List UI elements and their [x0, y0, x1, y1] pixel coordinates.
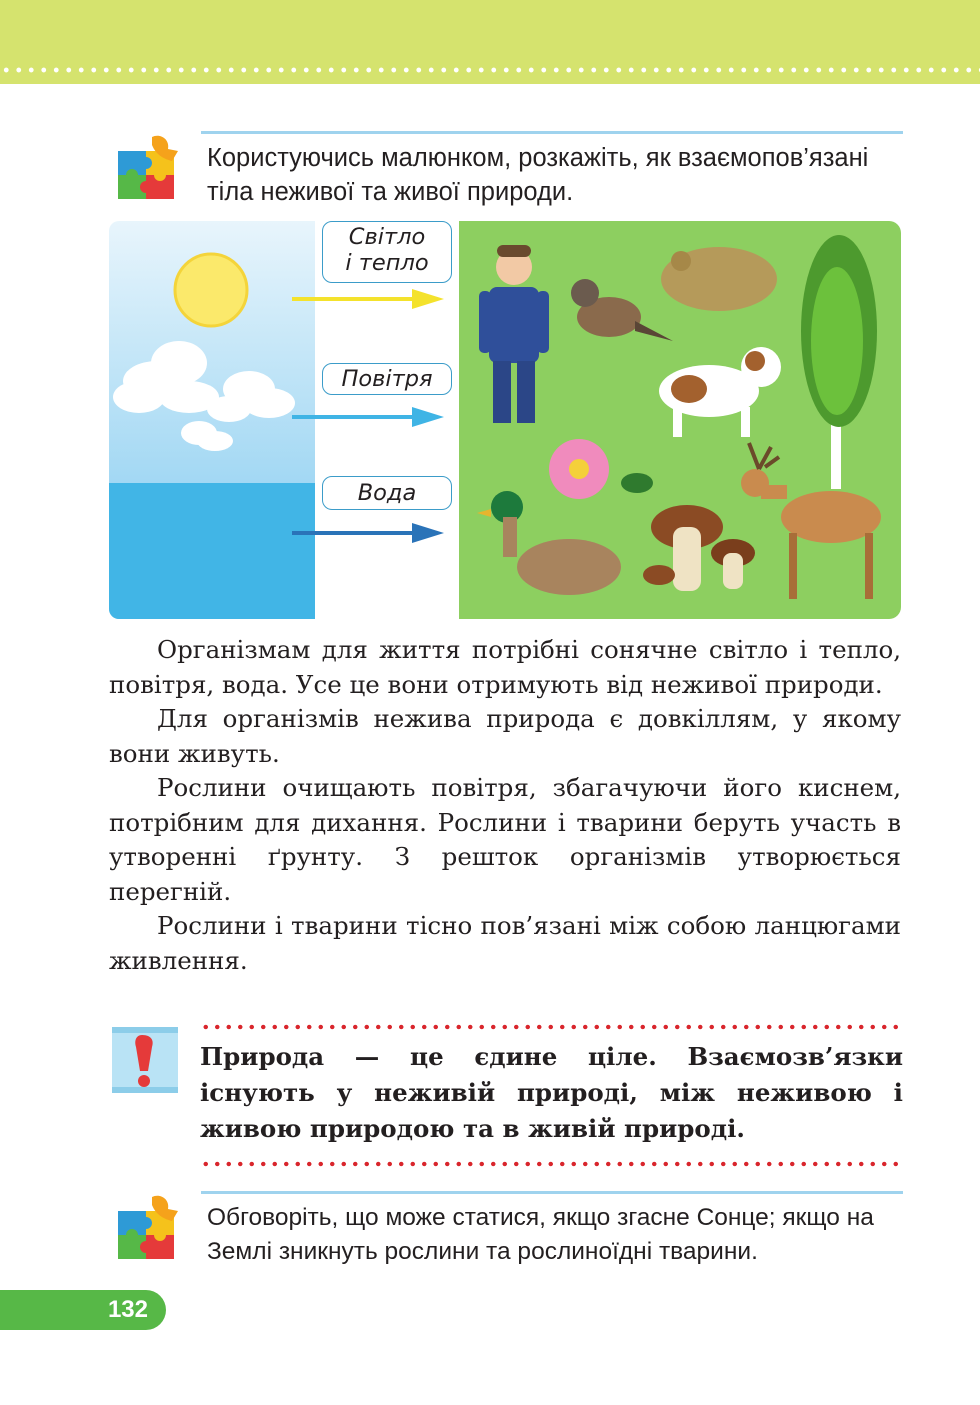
arrow-light-icon	[292, 287, 447, 311]
page-number: 132	[0, 1290, 166, 1330]
label-light-line2: і тепло	[345, 250, 429, 276]
note-bottom-rule	[200, 1161, 905, 1167]
cloud-icon	[113, 341, 219, 413]
sparrow-icon	[571, 279, 673, 341]
sun-icon	[175, 254, 247, 326]
cloud-icon	[207, 371, 295, 422]
duck-icon	[477, 491, 621, 595]
boy-icon	[479, 245, 549, 423]
water-panel	[109, 483, 315, 619]
task-rule	[201, 131, 903, 134]
note-top-rule	[200, 1024, 905, 1030]
arrow-air-icon	[292, 405, 447, 429]
frog-icon	[661, 247, 777, 311]
sky-panel	[109, 221, 315, 619]
task-rule	[201, 1191, 903, 1194]
living-nature-panel	[459, 221, 901, 619]
paragraph-4: Рослини і тварини тісно пов’язані між собою ланцюгами живлення.	[109, 911, 901, 975]
puzzle-icon	[108, 131, 182, 203]
birch-tree-icon	[801, 235, 877, 489]
sun-and-clouds	[109, 221, 315, 483]
living-beings	[459, 221, 901, 619]
label-light-line1: Світло	[348, 224, 426, 250]
main-text	[109, 633, 901, 978]
cloud-icon	[181, 421, 233, 451]
paragraph-1: Організмам для життя потрібні сонячне світло і тепло, повітря, вода. Усе це вони отримують від неживої природи.	[109, 635, 901, 699]
label-light-warmth	[322, 221, 452, 283]
paragraph-3: Рослини очищають повітря, збагачуючи його киснем, потрібним для дихання. Рослини і тварини беруть участь в утворенні ґрунту. З решток організмів утворюється перегній.	[109, 773, 901, 906]
key-rule-text: Природа — це єдине ціле. Взаємозв’язки існують у неживій природі, між неживою і живою природою та в живій природі.	[200, 1042, 903, 1143]
header-dotted-line	[0, 66, 980, 74]
mushrooms-icon	[643, 505, 755, 591]
paragraph-2: Для організмів нежива природа є довкіллям, у якому вони живуть.	[109, 704, 901, 768]
arrow-water-icon	[292, 521, 447, 545]
exclamation-icon	[108, 1025, 182, 1097]
task-2-text: Обговоріть, що може статися, якщо згасне Сонце; якщо на Землі зникнуть рослини та рослиноїдні тварини.	[207, 1204, 874, 1265]
task-1-text: Користуючись малюнком, розкажіть, як взаємопов’язані тіла неживої та живої природи.	[207, 144, 869, 206]
rose-flower-icon	[549, 439, 653, 499]
nature-illustration	[109, 221, 901, 619]
deer-icon	[741, 443, 881, 599]
puzzle-icon	[108, 1191, 182, 1263]
label-water: Вода	[322, 476, 452, 510]
dog-icon	[659, 347, 781, 437]
label-air: Повітря	[322, 363, 452, 395]
